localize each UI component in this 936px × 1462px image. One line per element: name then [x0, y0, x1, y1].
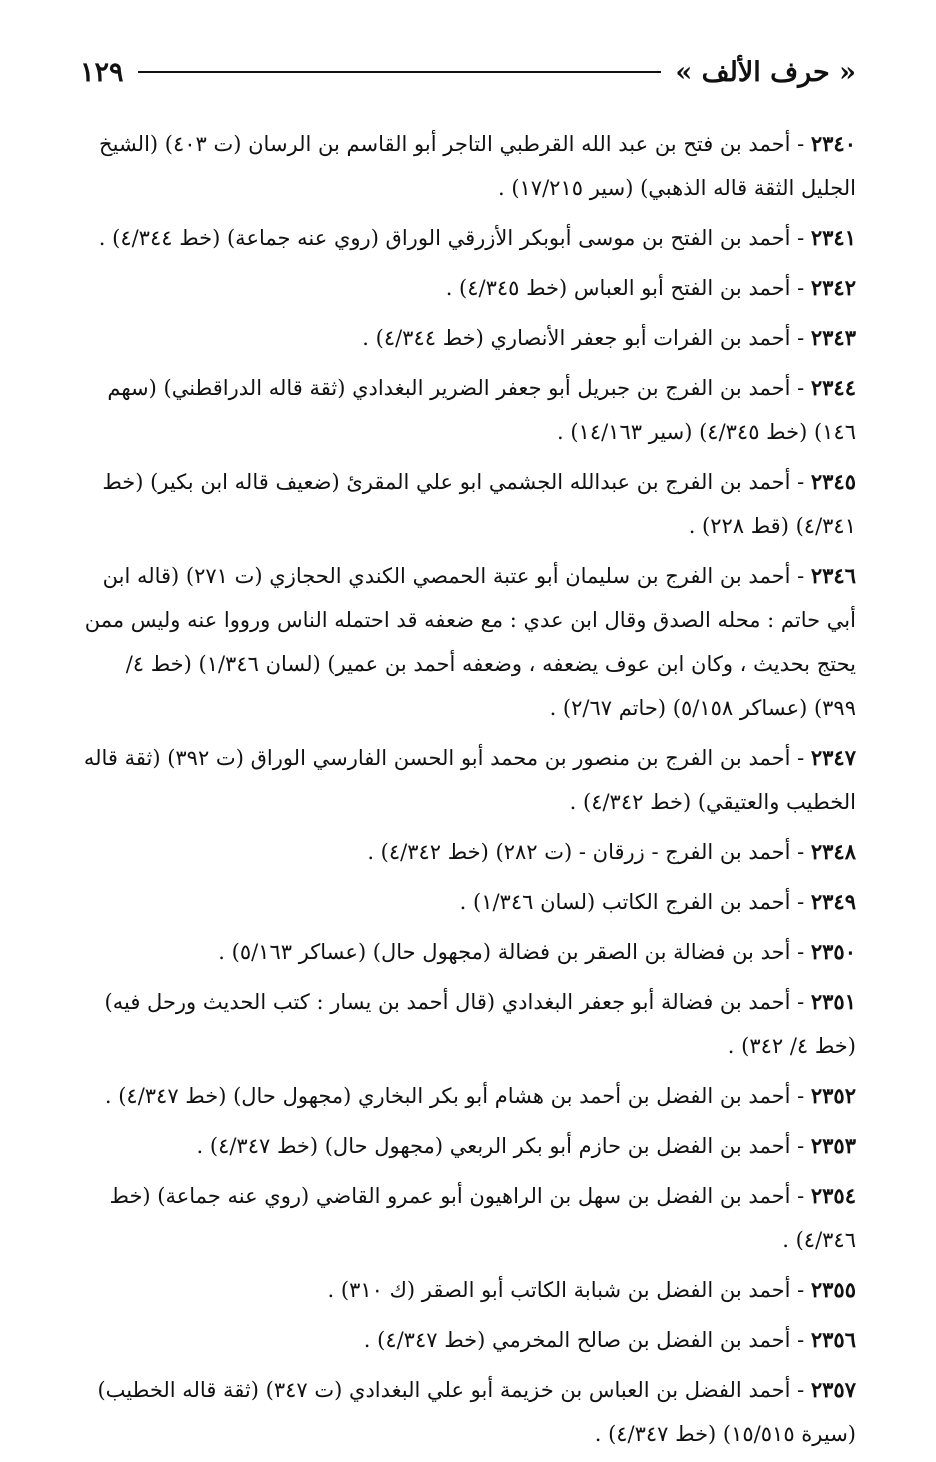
- entry-separator: -: [790, 132, 811, 156]
- entry-separator: -: [790, 746, 811, 770]
- entry-text: أحمد بن الفتح أبو العباس (خط ٤/٣٤٥) .: [445, 276, 791, 300]
- entry: [80, 554, 856, 730]
- entry: [80, 460, 856, 548]
- entry-text: أحمد بن الفضل بن أحمد بن هشام أبو بكر البخاري (مجهول حال) (خط ٤/٣٤٧) .: [104, 1084, 791, 1108]
- entry-text: أحمد بن الفرج بن جبريل أبو جعفر الضرير البغدادي (ثقة قاله الدراقطني) (سهم ١٤٦) (خط ٤/٣٤٥) (سير ١٤/١٦٣) .: [107, 376, 856, 444]
- entry: [80, 880, 856, 924]
- entry: [80, 1268, 856, 1312]
- entry-text: أحمد بن الفتح بن موسى أبوبكر الأزرقي الوراق (روي عنه جماعة) (خط ٤/٣٤٤) .: [98, 226, 791, 250]
- entry-number: ٢٣٤٦: [810, 563, 856, 588]
- entry-number: ٢٣٤٥: [810, 469, 856, 494]
- entry-text: أحمد بن الفرج - زرقان - (ت ٢٨٢) (خط ٤/٣٤٢) .: [367, 840, 791, 864]
- entry-number: ٢٣٥١: [810, 989, 856, 1014]
- entry-text: أحمد بن الفرج بن منصور بن محمد أبو الحسن الفارسي الوراق (ت ٣٩٢) (ثقة قاله الخطيب والعتيقي) (خط ٤/٣٤٢) .: [83, 746, 856, 814]
- entry-separator: -: [790, 1134, 811, 1158]
- entry-text: أحمد الفضل بن العباس بن خزيمة أبو علي البغدادي (ت ٣٤٧) (ثقة قاله الخطيب) (سيرة ١٥/٥١٥) (خط ٤/٣٤٧) .: [97, 1378, 856, 1446]
- section-title: « حرف الألف »: [675, 56, 856, 88]
- entry-separator: -: [790, 1278, 811, 1302]
- entry-number: ٢٣٤٣: [810, 325, 856, 350]
- entry-separator: -: [790, 1184, 811, 1208]
- entry-text: أحمد بن الفضل بن حازم أبو بكر الربعي (مجهول حال) (خط ٤/٣٤٧) .: [196, 1134, 791, 1158]
- entry: [80, 266, 856, 310]
- entry: [80, 830, 856, 874]
- entry-number: ٢٣٥٢: [810, 1083, 856, 1108]
- entry: [80, 216, 856, 260]
- entry-number: ٢٣٥٠: [810, 939, 856, 964]
- entry-separator: -: [790, 564, 811, 588]
- entry-separator: -: [790, 276, 811, 300]
- entry-text: أحمد بن الفرج بن عبدالله الجشمي ابو علي المقرئ (ضعيف قاله ابن بكير) (خط ٤/٣٤١) (قط ٢٢٨) .: [102, 470, 856, 538]
- entry-separator: -: [790, 1378, 811, 1402]
- entry-separator: -: [790, 890, 811, 914]
- entry-text: أحمد بن الفرج بن سليمان أبو عتبة الحمصي الكندي الحجازي (ت ٢٧١) (قاله ابن أبي حاتم : محله الصدق وقال ابن عدي : مع ضعفه قد احتمله الناس ورووا عنه وليس ممن يحتج بحديث ، وكان ابن عوف يضعفه ، وضعفه أحمد بن عمير) (لسان ١/٣٤٦) (خط ٤/ ٣٩٩) (عساكر ٥/١٥٨) (حاتم ٢/٦٧) .: [84, 564, 856, 720]
- entry-text: أحمد بن الفضل بن شبابة الكاتب أبو الصقر (ك ٣١٠) .: [327, 1278, 791, 1302]
- entry-number: ٢٣٤٩: [810, 889, 856, 914]
- entry-number: ٢٣٤٧: [810, 745, 856, 770]
- entry-separator: -: [790, 990, 811, 1014]
- page-header: [80, 52, 856, 92]
- entry-number: ٢٣٥٣: [810, 1133, 856, 1158]
- entries-list: [80, 122, 856, 1462]
- entry-separator: -: [790, 840, 811, 864]
- entry: [80, 1318, 856, 1362]
- entry-number: ٢٣٥٦: [810, 1327, 856, 1352]
- entry: [80, 736, 856, 824]
- entry-text: أحمد بن الفضل بن صالح المخرمي (خط ٤/٣٤٧) .: [363, 1328, 791, 1352]
- entry-number: ٢٣٥٧: [810, 1377, 856, 1402]
- entry-number: ٢٣٤٤: [810, 375, 856, 400]
- entry-number: ٢٣٥٥: [810, 1277, 856, 1302]
- entry: [80, 930, 856, 974]
- page-number: ١٢٩: [80, 56, 124, 88]
- entry-separator: -: [790, 226, 811, 250]
- entry-number: ٢٣٥٤: [810, 1183, 856, 1208]
- entry: [80, 1368, 856, 1456]
- entry-separator: -: [790, 940, 811, 964]
- entry: [80, 1074, 856, 1118]
- entry-separator: -: [790, 326, 811, 350]
- entry: [80, 1124, 856, 1168]
- entry: [80, 1174, 856, 1262]
- entry-separator: -: [790, 1084, 811, 1108]
- entry: [80, 122, 856, 210]
- entry-number: ٢٣٤٠: [810, 131, 856, 156]
- entry-separator: -: [790, 470, 811, 494]
- entry-text: أحد بن فضالة بن الصقر بن فضالة (مجهول حال) (عساكر ٥/١٦٣) .: [218, 940, 791, 964]
- entry-separator: -: [790, 1328, 811, 1352]
- entry: [80, 366, 856, 454]
- entry-text: أحمد بن فضالة أبو جعفر البغدادي (قال أحمد بن يسار : كتب الحديث ورحل فيه) (خط ٤/ ٣٤٢) .: [104, 990, 856, 1058]
- entry: [80, 316, 856, 360]
- entry-text: أحمد بن فتح بن عبد الله القرطبي التاجر أبو القاسم بن الرسان (ت ٤٠٣) (الشيخ الجليل الثقة قاله الذهبي) (سير ١٧/٢١٥) .: [99, 132, 856, 200]
- entry-separator: -: [790, 376, 811, 400]
- entry-text: أحمد بن الفضل بن سهل بن الراهيون أبو عمرو القاضي (روي عنه جماعة) (خط ٤/٣٤٦) .: [109, 1184, 856, 1252]
- entry-number: ٢٣٤١: [810, 225, 856, 250]
- entry-text: أحمد بن الفرات أبو جعفر الأنصاري (خط ٤/٣٤٤) .: [362, 326, 791, 350]
- entry-number: ٢٣٤٢: [810, 275, 856, 300]
- entry-text: أحمد بن الفرج الكاتب (لسان ١/٣٤٦) .: [459, 890, 791, 914]
- header-rule: [138, 71, 662, 73]
- entry: [80, 980, 856, 1068]
- entry-number: ٢٣٤٨: [810, 839, 856, 864]
